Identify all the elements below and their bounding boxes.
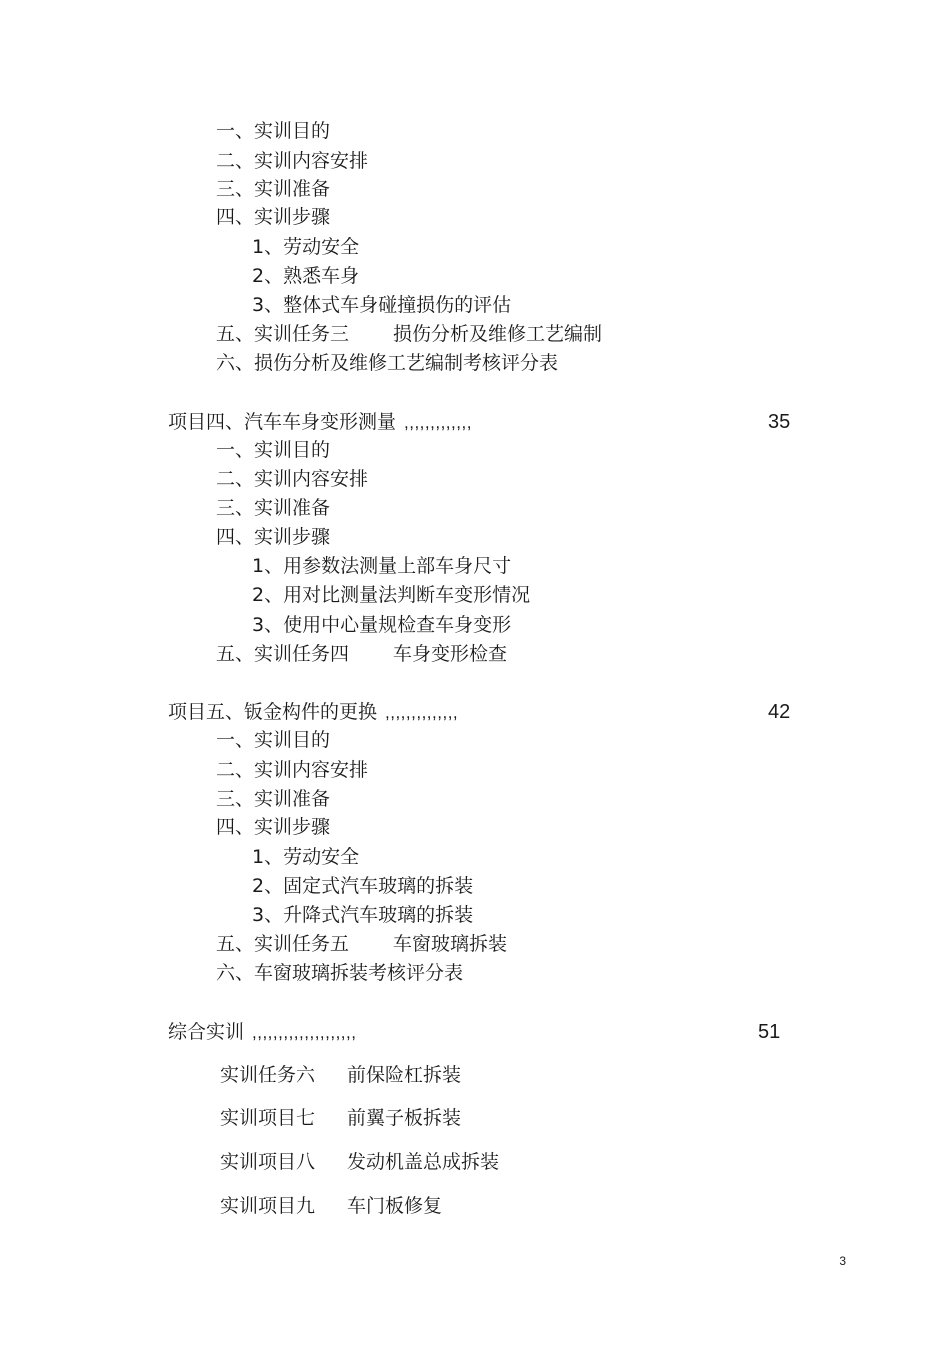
toc-entry-detail: 发动机盖总成拆装 <box>347 1151 500 1173</box>
toc-entry: 二、实训内容安排 <box>216 759 369 781</box>
toc-heading-title: 项目四、汽车车身变形测量 <box>168 411 397 433</box>
toc-entry <box>216 322 602 346</box>
toc-entry: 四、实训步骤 <box>216 206 331 228</box>
toc-heading <box>168 1020 356 1045</box>
toc-subentry: 1、用参数法测量上部车身尺寸 <box>252 555 512 577</box>
toc-subentry: 2、用对比测量法判断车变形情况 <box>252 584 531 606</box>
toc-entry-label: 五、实训任务三 <box>216 323 350 345</box>
toc-leader-dots: ,,,,,,,,,,,,,, <box>385 703 459 722</box>
toc-entry <box>220 1063 461 1087</box>
toc-leader-dots: ,,,,,,,,,,,,, <box>404 413 472 432</box>
toc-page-number: 51 <box>758 1021 781 1043</box>
toc-entry-label: 实训项目七 <box>220 1107 316 1129</box>
toc-heading <box>168 700 458 725</box>
toc-entry: 一、实训目的 <box>216 120 331 142</box>
toc-entry: 三、实训准备 <box>216 788 331 810</box>
toc-entry: 二、实训内容安排 <box>216 468 369 490</box>
toc-page-number: 42 <box>768 701 791 723</box>
toc-entry: 三、实训准备 <box>216 178 331 200</box>
toc-subentry: 3、整体式车身碰撞损伤的评估 <box>252 294 512 316</box>
toc-heading-title: 项目五、钣金构件的更换 <box>168 701 378 723</box>
toc-entry <box>216 642 507 666</box>
toc-entry: 二、实训内容安排 <box>216 150 369 172</box>
toc-entry: 一、实训目的 <box>216 439 331 461</box>
toc-heading <box>168 410 472 435</box>
toc-subentry: 3、使用中心量规检查车身变形 <box>252 614 512 636</box>
toc-entry-label: 实训项目八 <box>220 1151 316 1173</box>
toc-entry-detail: 前保险杠拆装 <box>347 1064 462 1086</box>
toc-entry: 四、实训步骤 <box>216 526 331 548</box>
toc-entry: 六、车窗玻璃拆装考核评分表 <box>216 962 464 984</box>
toc-subentry: 2、熟悉车身 <box>252 265 360 287</box>
toc-subentry: 1、劳动安全 <box>252 846 360 868</box>
toc-entry-detail: 损伤分析及维修工艺编制 <box>393 323 603 345</box>
page-number: 3 <box>839 1254 846 1268</box>
toc-entry-detail: 车窗玻璃拆装 <box>393 933 508 955</box>
toc-entry: 六、损伤分析及维修工艺编制考核评分表 <box>216 352 559 374</box>
toc-entry-detail: 车身变形检查 <box>393 643 508 665</box>
toc-entry <box>220 1194 442 1218</box>
toc-entry-label: 五、实训任务五 <box>216 933 350 955</box>
toc-entry-label: 五、实训任务四 <box>216 643 350 665</box>
toc-heading-title: 综合实训 <box>168 1021 245 1043</box>
toc-entry-label: 实训项目九 <box>220 1195 316 1217</box>
toc-entry-detail: 前翼子板拆装 <box>347 1107 462 1129</box>
toc-entry: 三、实训准备 <box>216 497 331 519</box>
toc-entry: 四、实训步骤 <box>216 816 331 838</box>
toc-subentry: 1、劳动安全 <box>252 236 360 258</box>
toc-entry-detail: 车门板修复 <box>347 1195 443 1217</box>
toc-leader-dots: ,,,,,,,,,,,,,,,,,,,, <box>252 1023 357 1042</box>
toc-subentry: 2、固定式汽车玻璃的拆装 <box>252 875 474 897</box>
toc-entry <box>220 1150 499 1174</box>
toc-entry: 一、实训目的 <box>216 729 331 751</box>
toc-subentry: 3、升降式汽车玻璃的拆装 <box>252 904 474 926</box>
toc-page-number: 35 <box>768 411 791 433</box>
toc-entry <box>216 932 507 956</box>
toc-entry-label: 实训任务六 <box>220 1064 316 1086</box>
toc-entry <box>220 1106 461 1130</box>
